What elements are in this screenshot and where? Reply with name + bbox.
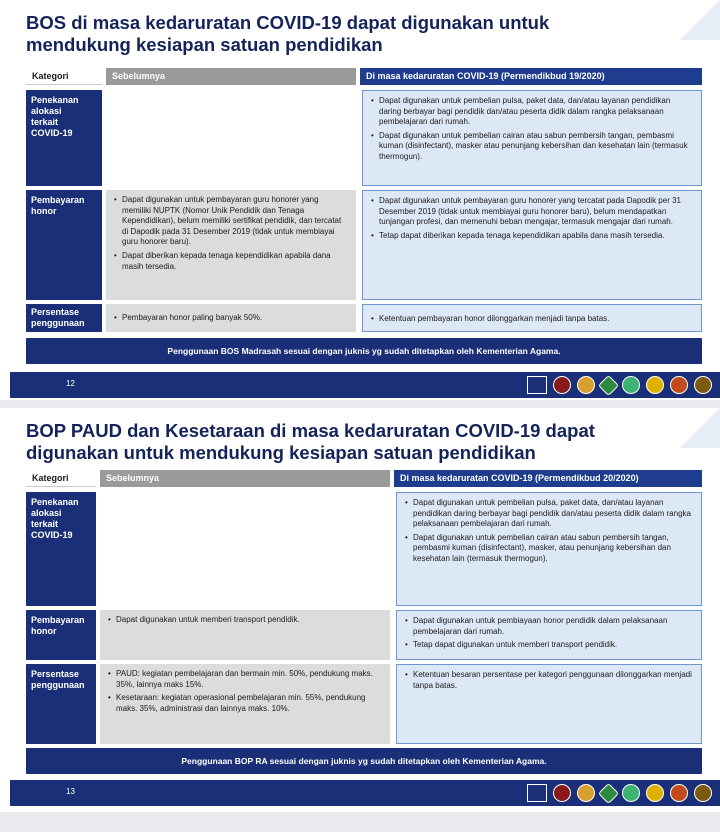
kemenag-logo-icon xyxy=(598,782,619,803)
category-persentase xyxy=(26,664,96,744)
category-line: alokasi xyxy=(31,106,62,116)
slide-bottom-strip xyxy=(10,372,720,398)
cell-sebelumnya xyxy=(106,304,356,332)
cell-darurat xyxy=(396,610,702,660)
bullet-item: • Ketentuan besaran persentase per kategori penggunaan dilonggarkan menjadi tanpa batas. xyxy=(405,670,693,691)
bullet-item: • Ketentuan pembayaran honor dilonggarkan menjadi tanpa batas. xyxy=(371,314,693,325)
bullet-item: • Tetap dapat digunakan untuk memberi transport pendidik. xyxy=(405,640,693,651)
bullet-item: • Pembayaran honor paling banyak 50%. xyxy=(114,313,348,324)
title-line: digunakan untuk mendukung kesiapan satuan pendidikan xyxy=(26,442,536,463)
bullet-item: • Dapat digunakan untuk pembayaran guru honorer yang memiliki NUPTK (Nomor Unik Pendidik dan Tenaga Kependidikan), belum memiliki sertifikat pendidik, dan tercatat di Dapodik pada 31 Desember 2019 (tidak untuk membiayai guru honorer baru). xyxy=(114,195,348,248)
tut-wuri-handayani-icon xyxy=(577,376,595,394)
header-darurat: Di masa kedaruratan COVID-19 (Permendikbud 20/2020) xyxy=(394,470,702,487)
category-line: honor xyxy=(31,626,57,636)
category-line: honor xyxy=(31,206,57,216)
kemenkes-logo-icon xyxy=(622,784,640,802)
slide-bottom-strip xyxy=(10,780,720,806)
cell-sebelumnya xyxy=(100,610,390,660)
page-number: 13 xyxy=(66,787,75,796)
bullet-item: • Dapat digunakan untuk pembelian pulsa, paket data, dan/atau layanan pendidikan daring berbayar bagi pendidik dan/atau peserta didik dalam rangka pelaksanaan pembelajaran dari rumah. xyxy=(405,498,693,530)
footer-note: Penggunaan BOP RA sesuai dengan juknis yg sudah ditetapkan oleh Kementerian Agama. xyxy=(26,748,702,774)
bullet-item: • Kesetaraan: kegiatan operasional pembelajaran min. 55%, pendukung maks. 35%, administrasi dan lainnya maks. 10%. xyxy=(108,693,382,714)
category-line: alokasi xyxy=(31,508,62,518)
title-line: BOP PAUD dan Kesetaraan di masa kedaruratan COVID-19 dapat xyxy=(26,420,595,441)
header-sebelumnya: Sebelumnya xyxy=(106,68,356,85)
garuda-logo-icon xyxy=(527,376,547,394)
bullet-item: • Dapat digunakan untuk pembelian pulsa, paket data, dan/atau layanan pendidikan daring berbayar bagi pendidik dan/atau peserta didik dalam rangka pelaksanaan pembelajaran dari rumah. xyxy=(371,96,693,128)
category-line: penggunaan xyxy=(31,318,85,328)
bnpb-logo-icon xyxy=(646,784,664,802)
cell-darurat xyxy=(362,190,702,300)
category-line: Persentase xyxy=(31,307,80,317)
category-line: terkait xyxy=(31,519,59,529)
cell-sebelumnya xyxy=(106,190,356,300)
header-sebelumnya: Sebelumnya xyxy=(100,470,390,487)
bullet-item: • Dapat digunakan untuk pembayaran guru honorer yang tercatat pada Dapodik per 31 Desember 2019 (tidak untuk membiayai guru honorer baru), belum mendapatkan tunjangan profesi, dan memenuhi beban mengajar, termasuk mengajar dari rumah. xyxy=(371,196,693,228)
page-number: 12 xyxy=(66,379,75,388)
category-line: terkait xyxy=(31,117,59,127)
slide-title xyxy=(26,420,595,464)
category-penekanan xyxy=(26,90,102,186)
category-persentase xyxy=(26,304,102,332)
header-kategori: Kategori xyxy=(26,68,102,85)
slide-13 xyxy=(0,408,720,812)
logo-row xyxy=(527,375,712,395)
bullet-item: • PAUD: kegiatan pembelajaran dan bermain min. 50%, pendukung maks. 35%, lainnya maks 15%. xyxy=(108,669,382,690)
category-line: COVID-19 xyxy=(31,128,73,138)
tut-wuri-handayani-icon xyxy=(577,784,595,802)
category-line: COVID-19 xyxy=(31,530,73,540)
category-pembayaran xyxy=(26,610,96,660)
slide-title xyxy=(26,12,549,56)
category-line: penggunaan xyxy=(31,680,85,690)
title-line: BOS di masa kedaruratan COVID-19 dapat digunakan untuk xyxy=(26,12,550,33)
category-line: Pembayaran xyxy=(31,195,85,205)
footer-note: Penggunaan BOS Madrasah sesuai dengan juknis yg sudah ditetapkan oleh Kementerian Agama. xyxy=(26,338,702,364)
logo-row xyxy=(527,783,712,803)
agency-logo-icon xyxy=(670,376,688,394)
dpr-logo-icon xyxy=(694,376,712,394)
header-kategori: Kategori xyxy=(26,470,96,487)
slide-corner-decoration xyxy=(680,0,720,40)
cell-sebelumnya xyxy=(100,664,390,744)
bullet-item: • Dapat digunakan untuk memberi transport pendidik. xyxy=(108,615,382,626)
cell-darurat xyxy=(396,492,702,606)
slide-corner-decoration xyxy=(680,408,720,448)
cell-darurat xyxy=(362,304,702,332)
cell-darurat xyxy=(362,90,702,186)
garuda-logo-icon xyxy=(527,784,547,802)
category-pembayaran xyxy=(26,190,102,300)
ministry-seal-icon xyxy=(553,376,571,394)
kemenag-logo-icon xyxy=(598,374,619,395)
bullet-item: • Tetap dapat diberikan kepada tenaga kependidikan apabila dana masih tersedia. xyxy=(371,231,693,242)
cell-darurat xyxy=(396,664,702,744)
agency-logo-icon xyxy=(670,784,688,802)
bullet-item: • Dapat digunakan untuk pembelian cairan atau sabun pembersih tangan, pembasmi kuman (disinfectant), masker, atau penunjang kebersihan dan kesehatan lain (termasuk thermogun). xyxy=(405,533,693,565)
dpr-logo-icon xyxy=(694,784,712,802)
bullet-item: • Dapat diberikan kepada tenaga kependidikan apabila dana masih tersedia. xyxy=(114,251,348,272)
header-darurat: Di masa kedaruratan COVID-19 (Permendikbud 19/2020) xyxy=(360,68,702,85)
title-line: mendukung kesiapan satuan pendidikan xyxy=(26,34,383,55)
kemenkes-logo-icon xyxy=(622,376,640,394)
category-line: Pembayaran xyxy=(31,615,85,625)
category-line: Penekanan xyxy=(31,497,79,507)
category-line: Penekanan xyxy=(31,95,79,105)
bnpb-logo-icon xyxy=(646,376,664,394)
cell-sebelumnya-empty xyxy=(106,90,356,186)
ministry-seal-icon xyxy=(553,784,571,802)
bullet-item: • Dapat digunakan untuk pembelian cairan atau sabun pembersih tangan, pembasmi kuman (disinfectant), masker atau penunjang kebersihan dan kesehatan lain (termasuk thermogun). xyxy=(371,131,693,163)
category-penekanan xyxy=(26,492,96,606)
bullet-item: • Dapat digunakan untuk pembiayaan honor pendidik dalam pelaksanaan pembelajaran dari rumah. xyxy=(405,616,693,637)
category-line: Persentase xyxy=(31,669,80,679)
slide-12 xyxy=(0,0,720,400)
cell-sebelumnya-empty xyxy=(100,492,390,606)
